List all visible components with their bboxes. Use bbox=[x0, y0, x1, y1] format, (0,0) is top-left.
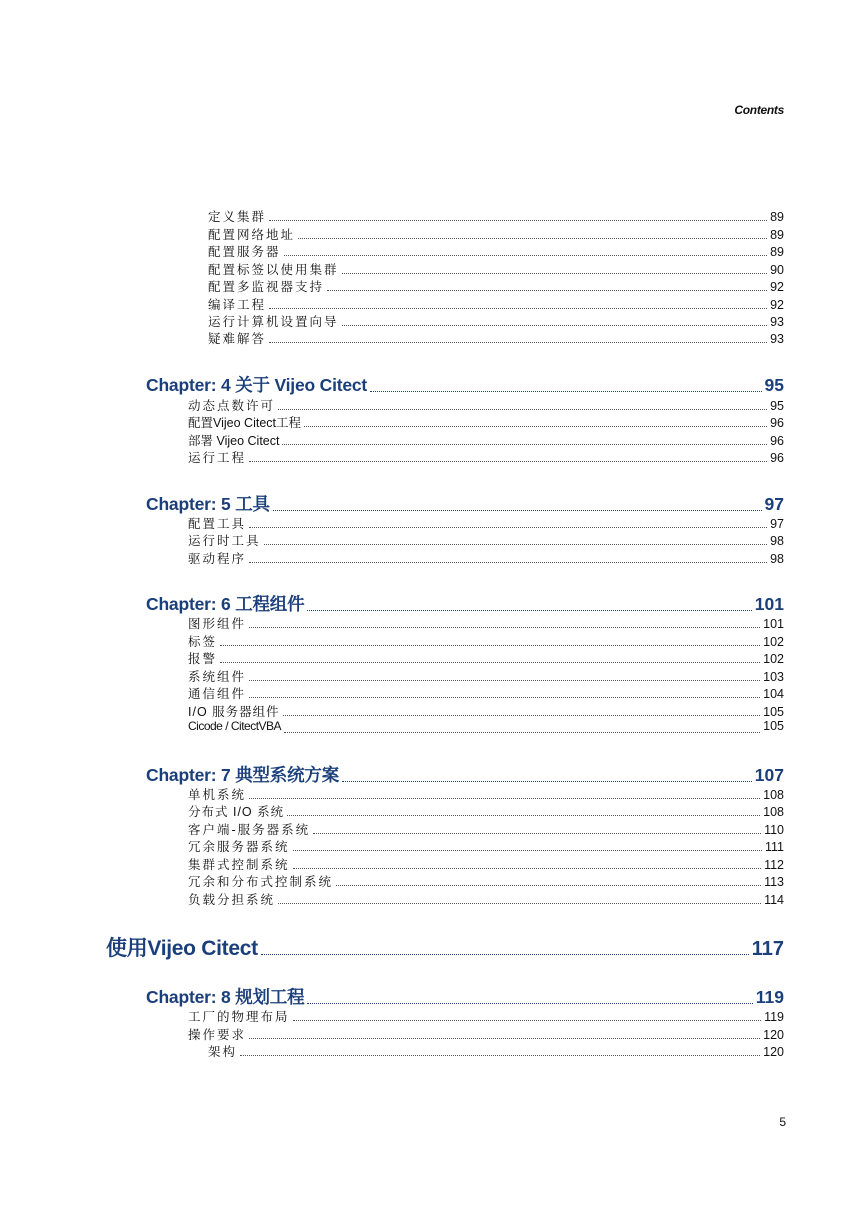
toc-entry-label: 通信组件 bbox=[188, 687, 247, 701]
toc-entry[interactable] bbox=[208, 329, 784, 346]
toc-entry-page: 104 bbox=[763, 687, 784, 701]
toc-entry-label: 分布式 I/O 系统 bbox=[188, 805, 285, 819]
toc-entry[interactable] bbox=[208, 277, 784, 294]
toc-entry[interactable] bbox=[188, 820, 784, 837]
toc-entry-page: 102 bbox=[763, 652, 784, 666]
toc-entry[interactable] bbox=[208, 242, 784, 259]
toc-chapter-page: 97 bbox=[764, 494, 784, 514]
toc-entry-page: 89 bbox=[770, 210, 784, 224]
dot-leader bbox=[284, 255, 768, 256]
toc-entry-label: 配置多监视器支持 bbox=[208, 280, 325, 294]
toc-entry[interactable] bbox=[188, 1007, 784, 1024]
toc-entry[interactable] bbox=[188, 413, 784, 430]
toc-entry-label: Cicode / CitectVBA bbox=[188, 719, 282, 733]
toc-chapter-label: Chapter: 5 工具 bbox=[146, 494, 270, 514]
toc-entry-page: 93 bbox=[770, 332, 784, 346]
dot-leader bbox=[298, 238, 767, 239]
toc-entry[interactable] bbox=[208, 312, 784, 329]
toc-entry-label: 配置标签以使用集群 bbox=[208, 263, 339, 277]
dot-leader bbox=[307, 610, 751, 611]
toc-entry-page: 112 bbox=[764, 858, 784, 872]
toc-entry-label: 配置Vijeo Citect工程 bbox=[188, 416, 301, 430]
toc-entry-page: 110 bbox=[764, 823, 784, 837]
toc-entry-label: 集群式控制系统 bbox=[188, 858, 290, 872]
toc-chapter-heading[interactable] bbox=[146, 491, 784, 515]
toc-entry[interactable] bbox=[188, 719, 784, 736]
toc-entry-label: 编译工程 bbox=[208, 298, 267, 312]
toc-entry-page: 89 bbox=[770, 228, 784, 242]
toc-entry-label: 冗余和分布式控制系统 bbox=[188, 875, 334, 889]
toc-entry-page: 101 bbox=[763, 617, 784, 631]
toc-entry-page: 95 bbox=[770, 399, 784, 413]
toc-entry-page: 90 bbox=[770, 263, 784, 277]
dot-leader bbox=[284, 732, 760, 733]
toc-chapter-page: 101 bbox=[754, 594, 784, 614]
dot-leader bbox=[273, 510, 762, 511]
dot-leader bbox=[336, 885, 761, 886]
toc-entry-page: 111 bbox=[764, 840, 784, 854]
toc-entry-label: 配置服务器 bbox=[208, 245, 281, 259]
toc-part-heading[interactable] bbox=[106, 932, 784, 960]
toc-entry-page: 92 bbox=[770, 280, 784, 294]
dot-leader bbox=[278, 409, 767, 410]
toc-entry[interactable] bbox=[208, 225, 784, 242]
toc-entry[interactable] bbox=[188, 785, 784, 802]
toc-entry-label: 单机系统 bbox=[188, 788, 247, 802]
dot-leader bbox=[342, 781, 752, 782]
toc-entry-page: 108 bbox=[763, 788, 784, 802]
dot-leader bbox=[269, 308, 767, 309]
toc-entry-label: 运行工程 bbox=[188, 451, 247, 465]
toc-entry-page: 120 bbox=[763, 1028, 784, 1042]
toc-entry[interactable] bbox=[188, 890, 784, 907]
dot-leader bbox=[240, 1055, 760, 1056]
toc-entry-label: 冗余服务器系统 bbox=[188, 840, 290, 854]
toc-entry-page: 114 bbox=[764, 893, 784, 907]
toc-entry[interactable] bbox=[208, 260, 784, 277]
toc-chapter-page: 95 bbox=[764, 375, 784, 395]
toc-chapter-heading[interactable] bbox=[146, 591, 784, 615]
dot-leader bbox=[249, 627, 760, 628]
toc-entry-page: 98 bbox=[770, 534, 784, 548]
toc-chapter-page: 107 bbox=[754, 765, 784, 785]
toc-entry[interactable] bbox=[188, 649, 784, 666]
toc-entry[interactable] bbox=[188, 448, 784, 465]
dot-leader bbox=[293, 868, 762, 869]
toc-entry-page: 120 bbox=[763, 1045, 784, 1059]
toc-entry-label: 系统组件 bbox=[188, 670, 247, 684]
dot-leader bbox=[304, 426, 767, 427]
dot-leader bbox=[264, 544, 768, 545]
toc-chapter-label: Chapter: 7 典型系统方案 bbox=[146, 765, 340, 785]
toc-entry-label: 标签 bbox=[188, 635, 218, 649]
toc-chapter-heading[interactable] bbox=[146, 984, 784, 1008]
page-number: 5 bbox=[779, 1115, 786, 1129]
toc-entry-page: 93 bbox=[770, 315, 784, 329]
toc-entry-page: 96 bbox=[770, 416, 784, 430]
toc-entry[interactable] bbox=[188, 1025, 784, 1042]
dot-leader bbox=[282, 444, 767, 445]
toc-entry-page: 96 bbox=[770, 451, 784, 465]
dot-leader bbox=[327, 290, 767, 291]
toc-entry-page: 98 bbox=[770, 552, 784, 566]
dot-leader bbox=[307, 1003, 752, 1004]
toc-entry-label: I/O 服务器组件 bbox=[188, 705, 280, 719]
toc-entry-label: 配置工具 bbox=[188, 517, 247, 531]
toc-part-page: 117 bbox=[751, 938, 784, 960]
toc-entry-label: 配置网络地址 bbox=[208, 228, 296, 242]
dot-leader bbox=[269, 220, 767, 221]
toc-entry[interactable] bbox=[208, 207, 784, 224]
toc-entry-page: 105 bbox=[763, 719, 784, 733]
toc-entry[interactable] bbox=[208, 295, 784, 312]
toc-entry-page: 105 bbox=[763, 705, 784, 719]
toc-entry-page: 102 bbox=[763, 635, 784, 649]
toc-entry[interactable] bbox=[188, 872, 784, 889]
toc-entry-page: 108 bbox=[763, 805, 784, 819]
toc-part-label: 使用Vijeo Citect bbox=[106, 937, 258, 960]
dot-leader bbox=[220, 662, 760, 663]
dot-leader bbox=[261, 954, 749, 955]
toc-entry[interactable] bbox=[188, 837, 784, 854]
dot-leader bbox=[342, 325, 768, 326]
toc-entry[interactable] bbox=[188, 514, 784, 531]
toc-entry-page: 96 bbox=[770, 434, 784, 448]
toc-entry-page: 103 bbox=[763, 670, 784, 684]
toc-entry-page: 89 bbox=[770, 245, 784, 259]
toc-entry[interactable] bbox=[188, 855, 784, 872]
running-header: Contents bbox=[734, 103, 784, 117]
toc-entry-label: 图形组件 bbox=[188, 617, 247, 631]
toc-chapter-label: Chapter: 8 规划工程 bbox=[146, 987, 305, 1007]
toc-entry[interactable] bbox=[188, 431, 784, 448]
dot-leader bbox=[269, 342, 767, 343]
dot-leader bbox=[283, 715, 760, 716]
toc-entry[interactable] bbox=[188, 614, 784, 631]
toc-entry[interactable] bbox=[188, 802, 784, 819]
toc-entry-label: 客户端-服务器系统 bbox=[188, 823, 311, 837]
dot-leader bbox=[293, 1020, 762, 1021]
toc-entry[interactable] bbox=[188, 549, 784, 566]
toc-entry[interactable] bbox=[188, 632, 784, 649]
toc-entry-label: 部署 Vijeo Citect bbox=[188, 434, 280, 448]
toc-entry[interactable] bbox=[188, 667, 784, 684]
dot-leader bbox=[293, 850, 762, 851]
dot-leader bbox=[370, 391, 761, 392]
toc-entry[interactable] bbox=[188, 396, 784, 413]
toc-entry[interactable] bbox=[188, 684, 784, 701]
toc-entry-label: 疑难解答 bbox=[208, 332, 267, 346]
toc-entry[interactable] bbox=[188, 702, 784, 719]
toc-entry-label: 运行时工具 bbox=[188, 534, 261, 548]
toc-chapter-heading[interactable] bbox=[146, 372, 784, 396]
toc-entry-label: 运行计算机设置向导 bbox=[208, 315, 339, 329]
toc-entry[interactable] bbox=[188, 531, 784, 548]
toc-entry-label: 报警 bbox=[188, 652, 218, 666]
toc-entry-label: 架构 bbox=[208, 1045, 238, 1059]
dot-leader bbox=[249, 680, 760, 681]
toc-entry-label: 操作要求 bbox=[188, 1028, 247, 1042]
dot-leader bbox=[287, 815, 760, 816]
dot-leader bbox=[249, 697, 760, 698]
dot-leader bbox=[249, 1038, 760, 1039]
toc-entry-page: 97 bbox=[770, 517, 784, 531]
dot-leader bbox=[249, 562, 767, 563]
toc-chapter-label: Chapter: 4 关于 Vijeo Citect bbox=[146, 375, 368, 395]
toc-entry-page: 92 bbox=[770, 298, 784, 312]
toc-entry-page: 113 bbox=[764, 875, 784, 889]
toc-entry[interactable] bbox=[208, 1042, 784, 1059]
toc-entry-page: 119 bbox=[764, 1010, 784, 1024]
dot-leader bbox=[249, 798, 760, 799]
toc-entry-label: 动态点数许可 bbox=[188, 399, 276, 413]
toc-chapter-page: 119 bbox=[755, 987, 784, 1007]
toc-chapter-label: Chapter: 6 工程组件 bbox=[146, 594, 305, 614]
dot-leader bbox=[313, 833, 761, 834]
toc-entry-label: 定义集群 bbox=[208, 210, 267, 224]
dot-leader bbox=[249, 461, 767, 462]
dot-leader bbox=[220, 645, 760, 646]
toc-entry-label: 负载分担系统 bbox=[188, 893, 276, 907]
toc-chapter-heading[interactable] bbox=[146, 762, 784, 786]
toc-entry-label: 驱动程序 bbox=[188, 552, 247, 566]
dot-leader bbox=[249, 527, 767, 528]
dot-leader bbox=[342, 273, 768, 274]
toc-entry-label: 工厂的物理布局 bbox=[188, 1010, 290, 1024]
dot-leader bbox=[278, 903, 761, 904]
